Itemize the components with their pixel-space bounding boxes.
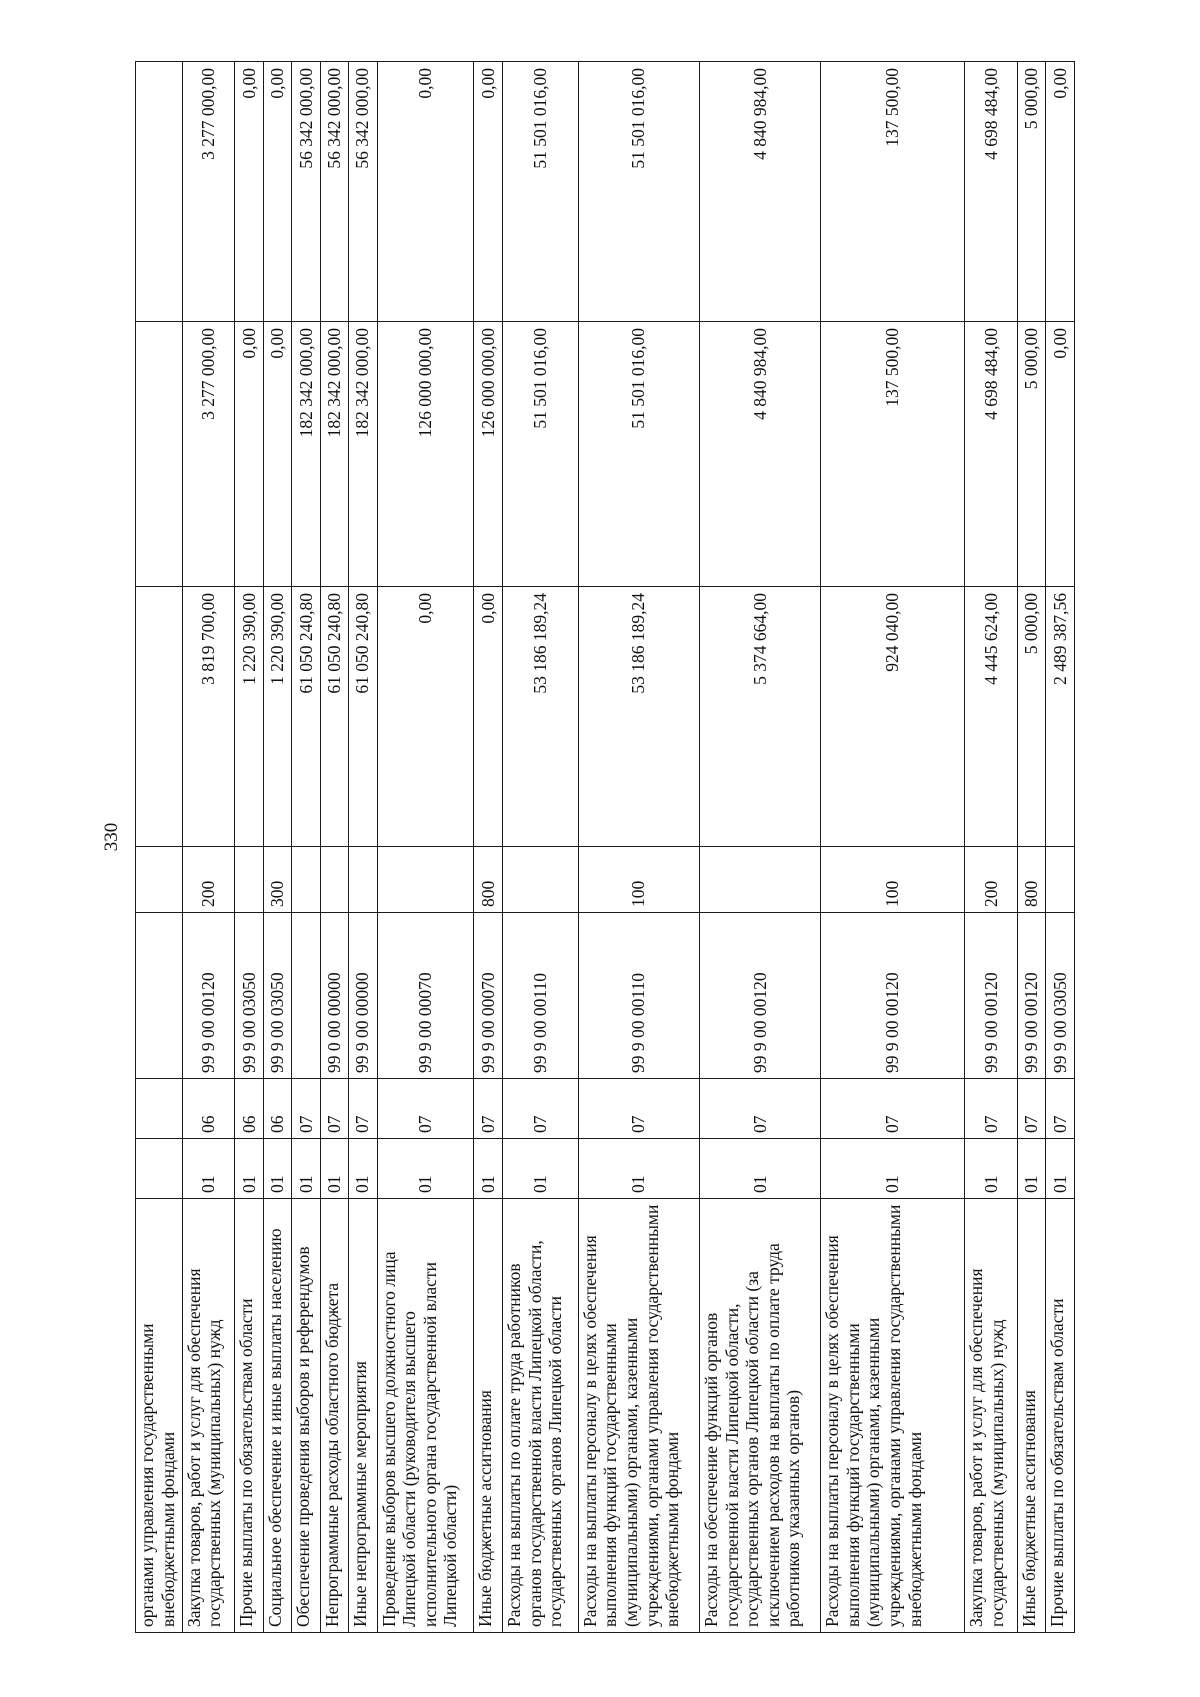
row-subsection: 07 [1018, 1079, 1046, 1139]
rotated-table-wrapper [135, 62, 1075, 1633]
row-section: 01 [320, 1139, 348, 1199]
row-name: Расходы на выплаты по оплате труда работников органов государственной власти Липецкой области, государственных органов Липецкой области [502, 1199, 578, 1633]
row-expense-type [502, 847, 578, 913]
row-amount-2: 51 501 016,00 [502, 322, 578, 587]
row-amount-3: 5 000,00 [1018, 62, 1046, 322]
row-section: 01 [235, 1139, 263, 1199]
row-expense-type [292, 847, 320, 913]
row-amount-1: 61 050 240,80 [320, 587, 348, 847]
row-name: Прочие выплаты по обязательствам области [1046, 1199, 1075, 1633]
table-row [235, 62, 263, 1633]
row-amount-2: 137 500,00 [821, 322, 965, 587]
row-name: Социальное обеспечение и иные выплаты населению [263, 1199, 291, 1633]
row-target-article: 99 9 00 00120 [821, 913, 965, 1079]
row-target-article: 99 9 00 00120 [1018, 913, 1046, 1079]
row-expense-type [377, 847, 474, 913]
row-amount-2: 0,00 [1046, 322, 1075, 587]
row-amount-3 [136, 62, 183, 322]
row-subsection: 07 [965, 1079, 1018, 1139]
row-expense-type [349, 847, 377, 913]
row-amount-2: 4 840 984,00 [699, 322, 820, 587]
row-amount-2: 4 698 484,00 [965, 322, 1018, 587]
row-subsection: 07 [349, 1079, 377, 1139]
row-amount-2: 182 342 000,00 [349, 322, 377, 587]
table-row [349, 62, 377, 1633]
row-section: 01 [292, 1139, 320, 1199]
row-section: 01 [699, 1139, 820, 1199]
table-row [263, 62, 291, 1633]
row-name: Проведение выборов высшего должностного лица Липецкой области (руководителя высшего исполнительного органа государственной власти Липецкой области) [377, 1199, 474, 1633]
row-target-article: 99 9 00 00120 [182, 913, 235, 1079]
table-row [965, 62, 1018, 1633]
row-name: Непрограммные расходы областного бюджета [320, 1199, 348, 1633]
row-subsection: 07 [474, 1079, 502, 1139]
row-amount-2: 5 000,00 [1018, 322, 1046, 587]
row-expense-type: 800 [474, 847, 502, 913]
row-amount-3: 0,00 [377, 62, 474, 322]
row-section: 01 [474, 1139, 502, 1199]
table-row [1018, 62, 1046, 1633]
row-target-article [136, 913, 183, 1079]
row-target-article: 99 9 00 00110 [502, 913, 578, 1079]
row-subsection: 07 [502, 1079, 578, 1139]
row-section: 01 [1018, 1139, 1046, 1199]
table-row [182, 62, 235, 1633]
row-amount-3: 56 342 000,00 [320, 62, 348, 322]
row-amount-3: 51 501 016,00 [502, 62, 578, 322]
row-subsection: 07 [578, 1079, 699, 1139]
row-amount-3: 0,00 [263, 62, 291, 322]
row-amount-3: 4 840 984,00 [699, 62, 820, 322]
row-target-article: 99 9 00 03050 [1046, 913, 1075, 1079]
row-name: Иные бюджетные ассигнования [1018, 1199, 1046, 1633]
row-section: 01 [349, 1139, 377, 1199]
row-expense-type: 800 [1018, 847, 1046, 913]
row-expense-type: 200 [965, 847, 1018, 913]
row-amount-1 [136, 587, 183, 847]
row-amount-1: 53 186 189,24 [502, 587, 578, 847]
row-subsection: 07 [1046, 1079, 1075, 1139]
row-amount-1: 61 050 240,80 [292, 587, 320, 847]
row-subsection: 07 [320, 1079, 348, 1139]
row-name: Закупка товаров, работ и услуг для обеспечения государственных (муниципальных) нужд [182, 1199, 235, 1633]
table-row [821, 62, 965, 1633]
row-section [136, 1139, 183, 1199]
row-amount-1: 4 445 624,00 [965, 587, 1018, 847]
row-amount-1: 61 050 240,80 [349, 587, 377, 847]
row-amount-3: 0,00 [235, 62, 263, 322]
row-section: 01 [263, 1139, 291, 1199]
row-amount-3: 3 277 000,00 [182, 62, 235, 322]
row-amount-2: 0,00 [235, 322, 263, 587]
row-target-article: 99 9 00 03050 [263, 913, 291, 1079]
row-amount-1: 1 220 390,00 [235, 587, 263, 847]
row-subsection: 06 [263, 1079, 291, 1139]
row-subsection: 07 [699, 1079, 820, 1139]
row-name: Иные бюджетные ассигнования [474, 1199, 502, 1633]
row-amount-1: 0,00 [377, 587, 474, 847]
row-amount-1: 924 040,00 [821, 587, 965, 847]
row-expense-type: 300 [263, 847, 291, 913]
row-target-article: 99 9 00 00070 [377, 913, 474, 1079]
row-target-article: 99 9 00 00110 [578, 913, 699, 1079]
row-amount-2: 126 000 000,00 [474, 322, 502, 587]
table-row [502, 62, 578, 1633]
row-subsection: 06 [182, 1079, 235, 1139]
row-amount-1: 0,00 [474, 587, 502, 847]
row-amount-2: 0,00 [263, 322, 291, 587]
row-subsection: 07 [821, 1079, 965, 1139]
row-amount-2: 182 342 000,00 [320, 322, 348, 587]
row-amount-1: 3 819 700,00 [182, 587, 235, 847]
row-name: Прочие выплаты по обязательствам области [235, 1199, 263, 1633]
row-target-article: 99 0 00 00000 [320, 913, 348, 1079]
row-amount-3: 0,00 [1046, 62, 1075, 322]
row-expense-type [1046, 847, 1075, 913]
row-amount-3: 137 500,00 [821, 62, 965, 322]
row-expense-type: 200 [182, 847, 235, 913]
row-section: 01 [182, 1139, 235, 1199]
row-amount-3: 51 501 016,00 [578, 62, 699, 322]
table-row [377, 62, 474, 1633]
row-amount-3: 4 698 484,00 [965, 62, 1018, 322]
table-row [292, 62, 320, 1633]
row-name: Расходы на обеспечение функций органов государственной власти Липецкой области, государственных органов Липецкой области (за исключением расходов на выплаты по оплате труда работников указанных органов) [699, 1199, 820, 1633]
row-amount-2: 51 501 016,00 [578, 322, 699, 587]
table-row [320, 62, 348, 1633]
row-name: Иные непрограммные мероприятия [349, 1199, 377, 1633]
row-name: Обеспечение проведения выборов и референдумов [292, 1199, 320, 1633]
row-amount-3: 0,00 [474, 62, 502, 322]
row-subsection [136, 1079, 183, 1139]
row-expense-type: 100 [578, 847, 699, 913]
row-name: Расходы на выплаты персоналу в целях обеспечения выполнения функций государственными (муниципальными) органами, казенными учреждениями, органами управления государственными внебюджетными фондами [821, 1199, 965, 1633]
row-name: Расходы на выплаты персоналу в целях обеспечения выполнения функций государственными (муниципальными) органами, казенными учреждениями, органами управления государственными внебюджетными фондами [578, 1199, 699, 1633]
page-number: 330 [101, 822, 122, 852]
table-row [474, 62, 502, 1633]
row-expense-type [699, 847, 820, 913]
table-row [136, 62, 183, 1633]
row-amount-2 [136, 322, 183, 587]
row-amount-1: 5 000,00 [1018, 587, 1046, 847]
row-section: 01 [578, 1139, 699, 1199]
table-body [136, 62, 1075, 1633]
row-target-article: 99 9 00 03050 [235, 913, 263, 1079]
row-subsection: 07 [292, 1079, 320, 1139]
table-row [578, 62, 699, 1633]
row-target-article: 99 9 00 00120 [699, 913, 820, 1079]
row-amount-1: 2 489 387,56 [1046, 587, 1075, 847]
row-subsection: 06 [235, 1079, 263, 1139]
row-amount-1: 53 186 189,24 [578, 587, 699, 847]
row-subsection: 07 [377, 1079, 474, 1139]
row-expense-type [235, 847, 263, 913]
row-target-article: 99 9 00 00000 [349, 913, 377, 1079]
row-section: 01 [502, 1139, 578, 1199]
row-amount-1: 5 374 664,00 [699, 587, 820, 847]
row-amount-1: 1 220 390,00 [263, 587, 291, 847]
row-target-article: 99 9 00 00120 [965, 913, 1018, 1079]
row-section: 01 [821, 1139, 965, 1199]
row-amount-2: 182 342 000,00 [292, 322, 320, 587]
budget-table [135, 61, 1075, 1633]
row-target-article [292, 913, 320, 1079]
row-amount-3: 56 342 000,00 [292, 62, 320, 322]
row-amount-2: 126 000 000,00 [377, 322, 474, 587]
table-row [699, 62, 820, 1633]
row-expense-type: 100 [821, 847, 965, 913]
row-amount-2: 3 277 000,00 [182, 322, 235, 587]
row-expense-type [320, 847, 348, 913]
row-section: 01 [377, 1139, 474, 1199]
table-row [1046, 62, 1075, 1633]
row-expense-type [136, 847, 183, 913]
row-section: 01 [965, 1139, 1018, 1199]
row-name: Закупка товаров, работ и услуг для обеспечения государственных (муниципальных) нужд [965, 1199, 1018, 1633]
row-target-article: 99 9 00 00070 [474, 913, 502, 1079]
row-amount-3: 56 342 000,00 [349, 62, 377, 322]
row-name: органами управления государственными внебюджетными фондами [136, 1199, 183, 1633]
row-section: 01 [1046, 1139, 1075, 1199]
